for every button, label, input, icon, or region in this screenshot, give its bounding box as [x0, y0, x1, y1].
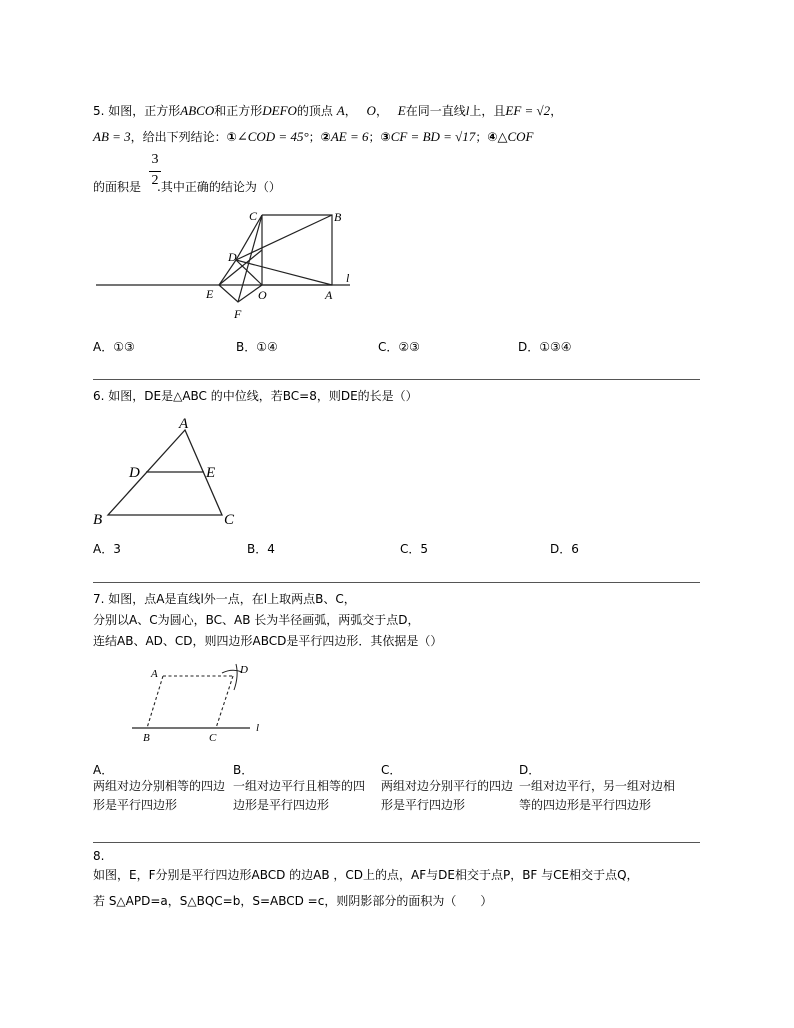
fig5-label-e: E: [206, 287, 214, 301]
q8-number: 8.: [93, 849, 105, 863]
q5-and: 和正方形: [214, 104, 263, 118]
conclusion-1: ∠COD = 45°: [236, 129, 309, 144]
divider: [93, 842, 700, 843]
q6-option-d[interactable]: D．6: [550, 542, 579, 556]
semicolon: ；: [308, 130, 321, 144]
option-letter: B．: [233, 763, 254, 777]
point-o: O: [366, 103, 376, 118]
option-letter: D．: [519, 763, 541, 777]
divider: [93, 379, 700, 380]
fig6-label-d: D: [129, 465, 140, 481]
q8-stem-line1: 如图，E，F分别是平行四边形ABCD 的边AB ，CD上的点，AF与DE相交于点P，BF 与CE相交于点Q，: [93, 868, 639, 882]
q5-option-b[interactable]: B．①④: [236, 340, 278, 354]
circled-1: ①: [226, 130, 237, 144]
fig5-label-d: D: [228, 250, 237, 264]
fig6-label-b: B: [93, 512, 103, 528]
semicolon: ；: [475, 130, 488, 144]
option-letter: A．: [93, 763, 114, 777]
square-abco: ABCO: [180, 103, 215, 118]
option-text: 一组对边平行且相等的四边形是平行四边形: [233, 779, 366, 812]
fig5-label-l: l: [346, 271, 350, 285]
square-defo: DEFO: [262, 103, 297, 118]
q5-stem-line2: [93, 128, 534, 145]
fraction-bar: [149, 171, 161, 172]
q5-stem-line3: [93, 178, 281, 195]
option-text: 两组对边分别相等的四边形是平行四边形: [93, 779, 226, 812]
point-a: A: [336, 103, 345, 118]
circled-2: ②: [320, 130, 331, 144]
q6-option-a[interactable]: A．3: [93, 542, 121, 556]
option-text: 两组对边分别平行的四边形是平行四边形: [381, 779, 514, 812]
conclusion-2: AE = 6: [330, 129, 369, 144]
option-text: 一组对边平行，另一组对边相等的四边形是平行四边形: [519, 779, 676, 812]
q5-area-is: 的面积是: [93, 180, 142, 194]
q6-option-c[interactable]: C．5: [400, 542, 429, 556]
conclusion-3: CF = BD = √17: [390, 129, 476, 144]
fig5-label-a: A: [325, 288, 333, 302]
point-e: E: [397, 103, 406, 118]
q7-stem-line3: 连结AB、AD、CD，则四边形ABCD是平行四边形．其依据是（）: [93, 634, 443, 648]
option-letter: C．: [381, 763, 402, 777]
q5-option-d[interactable]: D．①③④: [518, 340, 572, 354]
q5-given: ，给出下列结论：: [130, 130, 227, 144]
q7-stem-line2: 分别以A、C为圆心，BC、AB 长为半径画弧，两弧交于点D，: [93, 613, 420, 627]
q6-option-b[interactable]: B．4: [247, 542, 275, 556]
fraction-denominator: 2: [151, 173, 159, 188]
q5-stem-line1: [93, 102, 562, 119]
comma: ，: [344, 104, 357, 118]
q5-option-a[interactable]: A．①③: [93, 340, 135, 354]
conclusion-4: △COF: [497, 129, 534, 144]
q6-stem: 6. 如图，DE是△ABC 的中位线，若BC=8，则DE的长是（）: [93, 389, 418, 403]
q7-stem-line1: 7. 如图，点A是直线l外一点，在l上取两点B、C，: [93, 592, 356, 606]
semicolon: ；: [368, 130, 381, 144]
line-l: l: [465, 103, 470, 118]
q5-option-c[interactable]: C．②③: [378, 340, 420, 354]
fig6-label-a: A: [179, 416, 189, 432]
fig6-label-e: E: [206, 465, 216, 481]
q5-same-line: 在同一直线: [405, 104, 466, 118]
fig5-label-b: B: [334, 210, 342, 224]
divider: [93, 582, 700, 583]
q8-stem-line2: 若 S△APD=a，S△BQC=b，S=ABCD =c，则阴影部分的面积为（ ）: [93, 894, 493, 908]
fig5-label-o: O: [258, 288, 267, 302]
circled-4: ④: [487, 130, 498, 144]
ef-equation: EF = √2: [505, 103, 551, 118]
fig5-label-f: F: [234, 307, 242, 321]
fig7-label-c: C: [209, 732, 217, 744]
comma: ，: [550, 104, 563, 118]
fraction-numerator: 3: [151, 152, 159, 167]
fig7-label-b: B: [143, 732, 150, 744]
fig7-label-d: D: [240, 664, 248, 676]
comma: ，: [375, 104, 388, 118]
fig7-label-l: l: [256, 722, 260, 734]
circled-3: ③: [380, 130, 391, 144]
q5-vertex: 的顶点: [296, 104, 333, 118]
q5-number: 5. 如图，正方形: [93, 104, 181, 118]
fig7-label-a: A: [151, 668, 158, 680]
fig6-label-c: C: [224, 512, 235, 528]
fig5-label-c: C: [249, 209, 258, 223]
q5-on-and: 上，且: [469, 104, 506, 118]
q5-tail: .其中正确的结论为（）: [157, 180, 281, 194]
ab-equation: AB = 3: [93, 129, 131, 144]
